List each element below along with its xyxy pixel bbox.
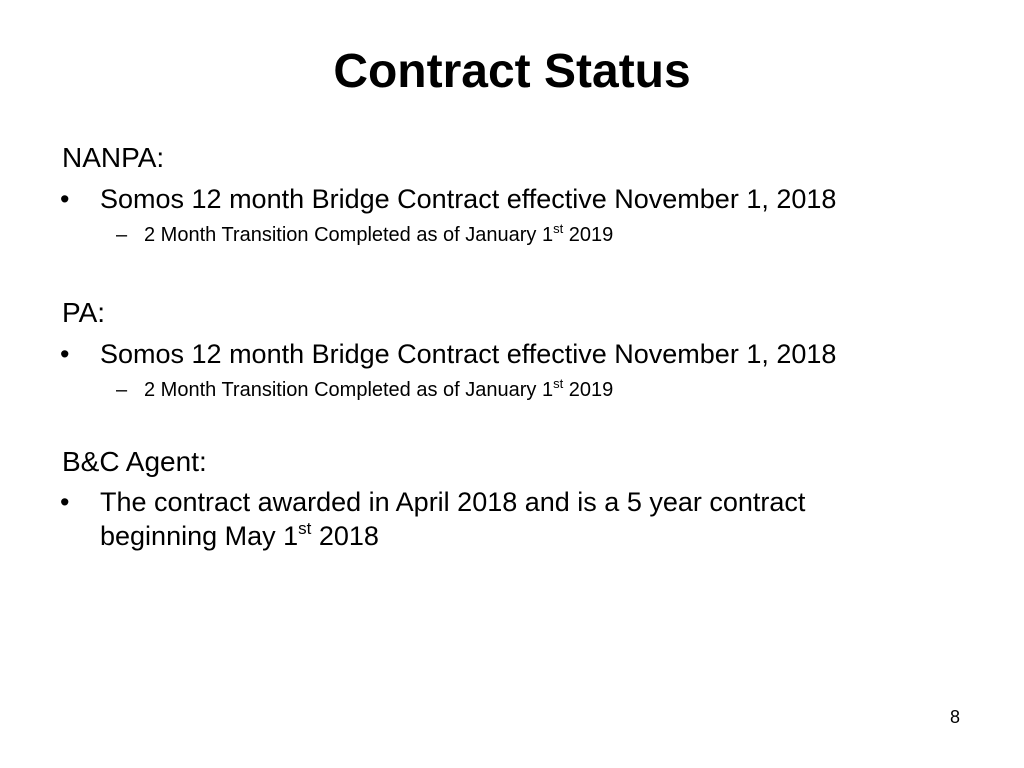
page-number: 8 — [950, 707, 961, 727]
section-heading-pa: PA: — [62, 297, 106, 328]
bullet-nanpa: Somos 12 month Bridge Contract effective November 1, 2018 — [100, 184, 837, 214]
sub-bullet-nanpa: 2 Month Transition Completed as of January 1st 2019 — [144, 221, 614, 246]
bullet-bc-line1: The contract awarded in April 2018 and is a 5 year contract — [100, 487, 806, 517]
slide-title: Contract Status — [333, 45, 691, 98]
dash-marker: – — [116, 379, 128, 401]
section-heading-bc-agent: B&C Agent: — [62, 446, 207, 477]
bullet-pa: Somos 12 month Bridge Contract effective November 1, 2018 — [100, 339, 837, 369]
bullet-bc-line2: beginning May 1st 2018 — [100, 519, 379, 551]
bullet-marker: • — [60, 487, 70, 517]
bullet-marker: • — [60, 184, 70, 214]
dash-marker: – — [116, 224, 128, 246]
bullet-marker: • — [60, 339, 70, 369]
sub-bullet-pa: 2 Month Transition Completed as of January 1st 2019 — [144, 376, 614, 401]
section-heading-nanpa: NANPA: — [62, 142, 165, 173]
